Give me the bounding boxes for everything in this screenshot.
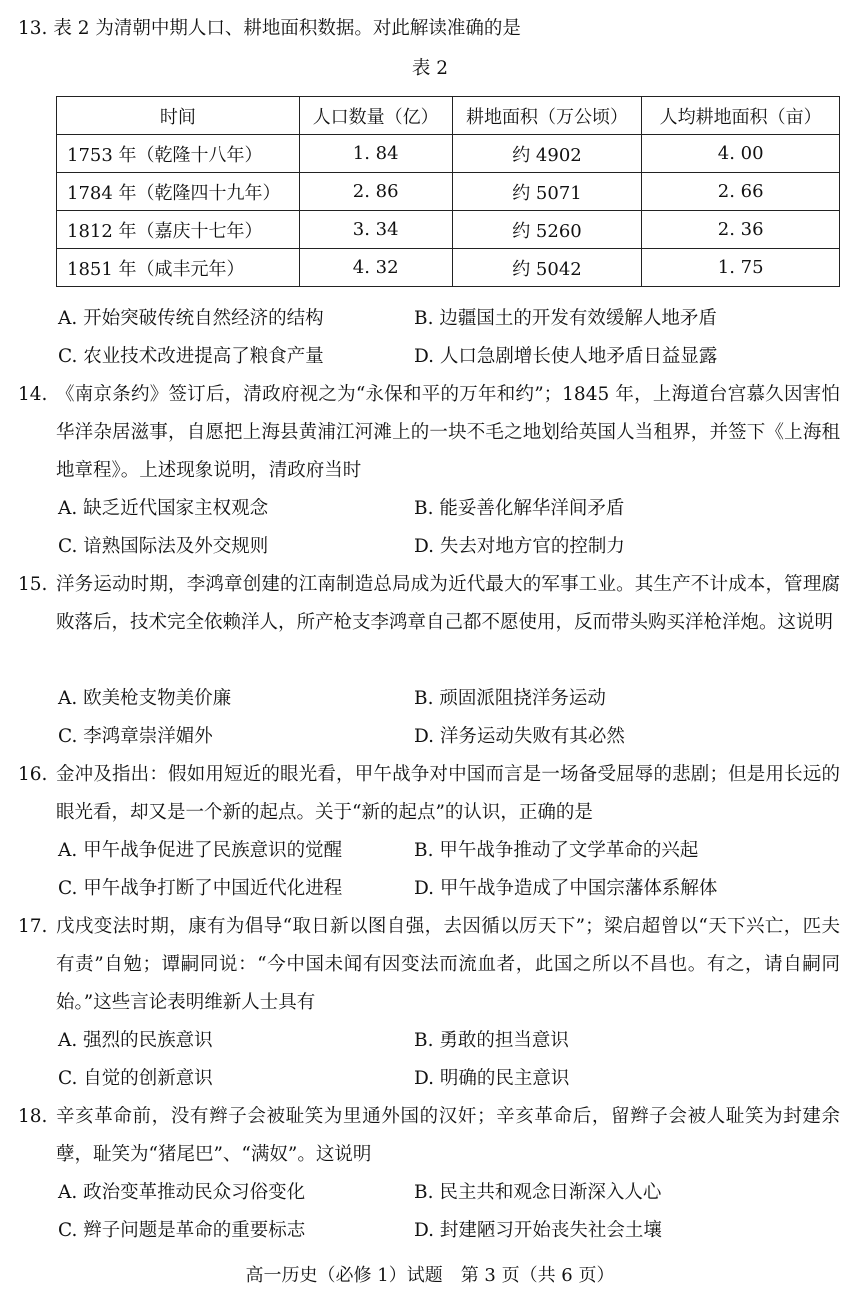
table-cell: 2. 36 (642, 211, 840, 249)
table-cell: 2. 66 (642, 173, 840, 211)
question-17-number: 17. (18, 916, 48, 937)
question-16-stem (18, 756, 840, 832)
q18-option-b: B. 民主共和观念日渐深入人心 (414, 1182, 662, 1203)
q18-option-d: D. 封建陋习开始丧失社会土壤 (414, 1220, 662, 1241)
question-13-number: 13. (18, 18, 48, 39)
population-table (56, 96, 840, 287)
q14-option-b: B. 能妥善化解华洋间矛盾 (414, 498, 625, 519)
table-header-cell: 人口数量（亿） (299, 97, 452, 135)
table-cell: 1753 年（乾隆十八年） (57, 135, 300, 173)
table-cell: 约 5260 (452, 211, 642, 249)
question-15-text: 洋务运动时期，李鸿章创建的江南制造总局成为近代最大的军事工业。其生产不计成本，管理腐败落后，技术完全依赖洋人，所产枪支李鸿章自己都不愿使用，反而带头购买洋枪洋炮。这说明 (56, 574, 840, 633)
q17-option-a: A. 强烈的民族意识 (58, 1030, 213, 1051)
question-16-text: 金冲及指出：假如用短近的眼光看，甲午战争对中国而言是一场备受屈辱的悲剧；但是用长远的眼光看，却又是一个新的起点。关于“新的起点”的认识，正确的是 (56, 764, 840, 823)
q13-option-a: A. 开始突破传统自然经济的结构 (58, 308, 324, 329)
table-header-cell: 时间 (57, 97, 300, 135)
q15-option-d: D. 洋务运动失败有其必然 (414, 726, 625, 747)
table-row (57, 211, 840, 249)
q16-option-c: C. 甲午战争打断了中国近代化进程 (58, 878, 343, 899)
table-row (57, 173, 840, 211)
table-cell: 1. 75 (642, 249, 840, 287)
table-caption: 表 2 (411, 58, 449, 79)
table-cell: 2. 86 (299, 173, 452, 211)
question-17-stem (18, 908, 840, 1022)
q17-option-c: C. 自觉的创新意识 (58, 1068, 213, 1089)
table-cell: 1. 84 (299, 135, 452, 173)
q13-option-b: B. 边疆国土的开发有效缓解人地矛盾 (414, 308, 717, 329)
table-row (57, 135, 840, 173)
question-16-number: 16. (18, 764, 48, 785)
question-13-text: 表 2 为清朝中期人口、耕地面积数据。对此解读准确的是 (53, 18, 521, 39)
question-18-number: 18. (18, 1106, 48, 1127)
table-header-row (57, 97, 840, 135)
table-cell: 4. 32 (299, 249, 452, 287)
table-cell: 约 5042 (452, 249, 642, 287)
question-18-text: 辛亥革命前，没有辫子会被耻笑为里通外国的汉奸；辛亥革命后，留辫子会被人耻笑为封建余孽，耻笑为“猪尾巴”、“满奴”。这说明 (56, 1106, 840, 1165)
q17-option-b: B. 勇敢的担当意识 (414, 1030, 569, 1051)
table-row (57, 249, 840, 287)
page-footer: 高一历史（必修 1）试题 第 3 页（共 6 页） (245, 1265, 615, 1286)
q13-option-c: C. 农业技术改进提高了粮食产量 (58, 346, 324, 367)
question-13-stem (18, 16, 521, 42)
q14-option-c: C. 谙熟国际法及外交规则 (58, 536, 269, 557)
table-cell: 4. 00 (642, 135, 840, 173)
table-header-cell: 人均耕地面积（亩） (642, 97, 840, 135)
question-14-number: 14. (18, 384, 48, 405)
table-cell: 约 5071 (452, 173, 642, 211)
table-header-cell: 耕地面积（万公顷） (452, 97, 642, 135)
q17-option-d: D. 明确的民主意识 (414, 1068, 570, 1089)
q15-option-c: C. 李鸿章崇洋媚外 (58, 726, 213, 747)
question-14-stem (18, 376, 840, 490)
question-15-number: 15. (18, 574, 48, 595)
q18-option-c: C. 辫子问题是革命的重要标志 (58, 1220, 306, 1241)
q14-option-d: D. 失去对地方官的控制力 (414, 536, 625, 557)
table-cell: 3. 34 (299, 211, 452, 249)
q18-option-a: A. 政治变革推动民众习俗变化 (58, 1182, 306, 1203)
q16-option-b: B. 甲午战争推动了文学革命的兴起 (414, 840, 699, 861)
table-cell: 1784 年（乾隆四十九年） (57, 173, 300, 211)
table-cell: 约 4902 (452, 135, 642, 173)
table-cell: 1851 年（咸丰元年） (57, 249, 300, 287)
q14-option-a: A. 缺乏近代国家主权观念 (58, 498, 269, 519)
question-14-text: 《南京条约》签订后，清政府视之为“永保和平的万年和约”；1845 年，上海道台宫慕久因害怕华洋杂居滋事，自愿把上海县黄浦江河滩上的一块不毛之地划给英国人当租界，并签下《上海租地章程》。上述现象说明，清政府当时 (56, 384, 840, 481)
q16-option-a: A. 甲午战争促进了民族意识的觉醒 (58, 840, 343, 861)
question-15-stem (18, 566, 840, 642)
q13-option-d: D. 人口急剧增长使人地矛盾日益显露 (414, 346, 718, 367)
q15-option-a: A. 欧美枪支物美价廉 (58, 688, 232, 709)
q15-option-b: B. 顽固派阻挠洋务运动 (414, 688, 606, 709)
question-17-text: 戊戌变法时期，康有为倡导“取日新以图自强，去因循以厉天下”；梁启超曾以“天下兴亡，匹夫有责”自勉；谭嗣同说：“今中国未闻有因变法而流血者，此国之所以不昌也。有之，请自嗣同始。”这些言论表明维新人士具有 (56, 916, 840, 1013)
table-cell: 1812 年（嘉庆十七年） (57, 211, 300, 249)
question-18-stem (18, 1098, 840, 1174)
q16-option-d: D. 甲午战争造成了中国宗藩体系解体 (414, 878, 718, 899)
